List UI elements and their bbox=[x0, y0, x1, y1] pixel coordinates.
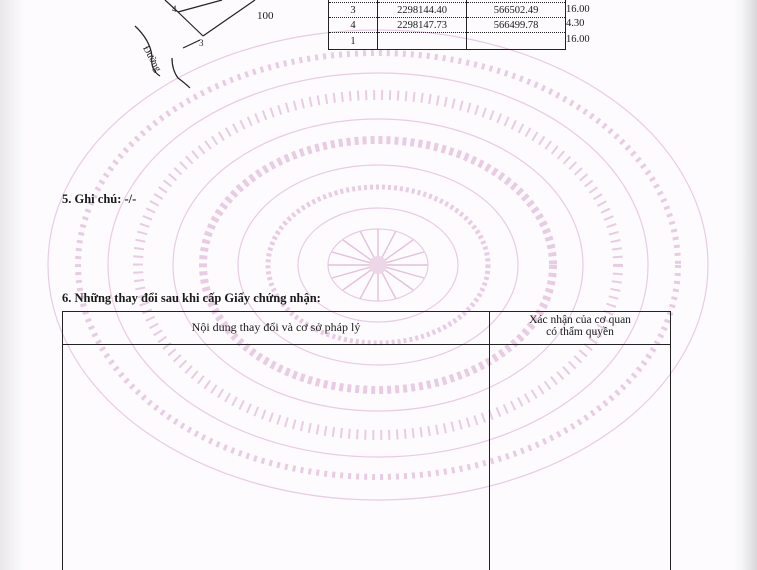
table-row bbox=[329, 18, 566, 33]
distance-value: 16.00 bbox=[566, 34, 590, 45]
x-cell: 2298147.73 bbox=[378, 18, 467, 33]
point-cell: 3 bbox=[329, 3, 378, 18]
scan-right-edge bbox=[733, 0, 757, 570]
land-parcel-sketch bbox=[0, 0, 330, 90]
confirmation-header-line: Xác nhận của cơ quan bbox=[529, 314, 631, 326]
y-cell bbox=[467, 33, 566, 50]
changes-section-title: 6. Những thay đổi sau khi cấp Giấy chứng nhận: bbox=[62, 291, 321, 305]
y-cell: 566499.78 bbox=[467, 18, 566, 33]
road-label: Đường bbox=[140, 44, 164, 74]
vertex-label-4: 4 bbox=[172, 4, 177, 14]
changes-table bbox=[62, 311, 671, 570]
scale-label: 100 bbox=[257, 10, 274, 22]
column-divider bbox=[489, 312, 490, 570]
distance-value: 4.30 bbox=[566, 18, 585, 29]
distance-value: 16.00 bbox=[566, 4, 590, 15]
column-header-confirmation bbox=[490, 314, 670, 338]
point-cell: 4 bbox=[329, 18, 378, 33]
table-row bbox=[329, 3, 566, 18]
y-cell: 566502.49 bbox=[467, 3, 566, 18]
coordinate-table bbox=[328, 0, 566, 50]
table-row bbox=[329, 33, 566, 50]
confirmation-header-line: có thẩm quyền bbox=[546, 326, 614, 338]
x-cell bbox=[378, 33, 467, 50]
x-cell: 2298144.40 bbox=[378, 3, 467, 18]
vertex-label-3: 3 bbox=[199, 38, 204, 48]
column-header-content: Nội dung thay đổi và cơ sở pháp lý bbox=[191, 320, 361, 334]
note-section: 5. Ghi chú: -/- bbox=[62, 192, 137, 206]
point-cell: 1 bbox=[329, 33, 378, 50]
